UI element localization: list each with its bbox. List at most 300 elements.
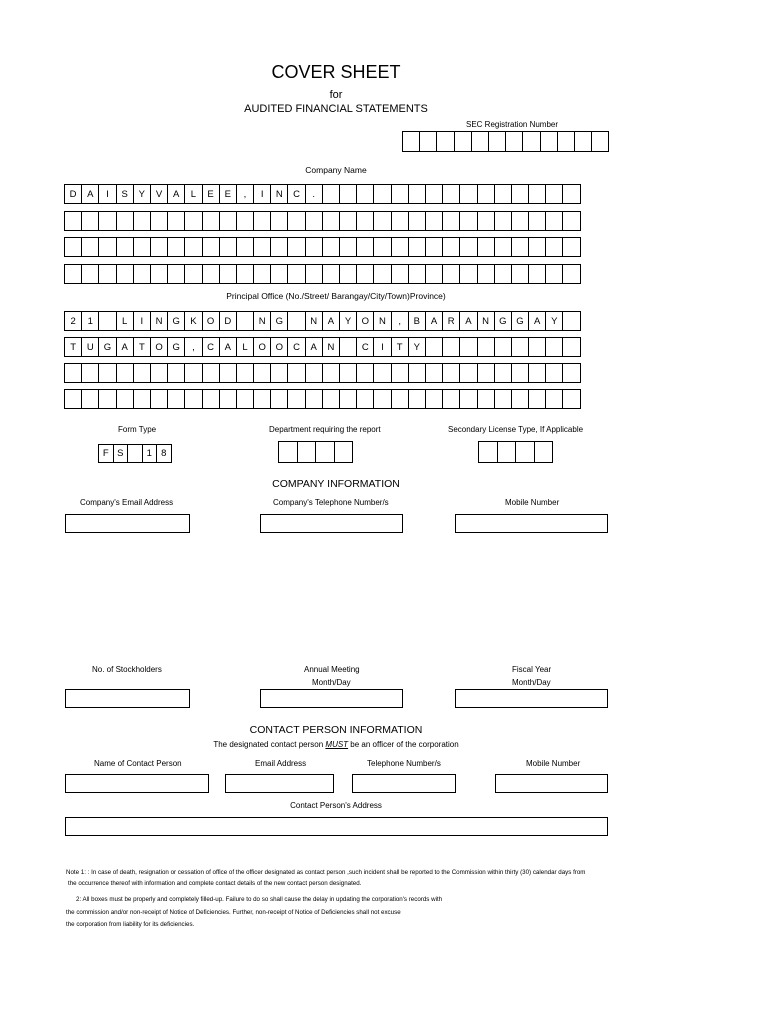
principal-office-cell[interactable] [167, 363, 185, 383]
for-label: for [329, 89, 343, 101]
principal-office-cell[interactable] [442, 337, 460, 357]
principal-office-cell[interactable]: L [236, 337, 254, 357]
principal-office-cell[interactable] [184, 363, 202, 383]
company-name-cell[interactable] [305, 211, 323, 231]
principal-office-cell[interactable] [356, 389, 374, 409]
secondary-license-grid [478, 441, 553, 463]
company-name-cell[interactable] [322, 184, 340, 204]
sec-registration-cell[interactable] [505, 131, 523, 152]
company-name-cell[interactable] [511, 237, 529, 257]
principal-office-cell[interactable] [81, 363, 99, 383]
page-title: COVER SHEET [271, 62, 401, 82]
company-name-cell[interactable] [356, 264, 374, 284]
company-name-cell[interactable] [511, 211, 529, 231]
principal-office-cell[interactable] [133, 363, 151, 383]
principal-office-cell[interactable]: I [373, 337, 391, 357]
sec-registration-cell[interactable] [419, 131, 437, 152]
company-name-cell[interactable] [494, 211, 512, 231]
company-name-cell[interactable] [459, 237, 477, 257]
company-name-cell[interactable] [133, 264, 151, 284]
form-type-cell[interactable]: 1 [142, 444, 158, 463]
company-name-cell[interactable] [425, 184, 443, 204]
company-name-cell[interactable] [150, 211, 168, 231]
company-name-cell[interactable]: N [270, 184, 288, 204]
principal-office-cell[interactable]: G [167, 337, 185, 357]
company-name-cell[interactable] [391, 184, 409, 204]
company-name-cell[interactable] [528, 237, 546, 257]
principal-office-cell[interactable]: T [64, 337, 82, 357]
company-name-cell[interactable] [184, 237, 202, 257]
principal-office-cell[interactable]: A [322, 311, 340, 331]
company-name-cell[interactable] [116, 237, 134, 257]
stockholders-field[interactable] [65, 689, 190, 708]
principal-office-cell[interactable]: T [133, 337, 151, 357]
principal-office-cell[interactable] [64, 363, 82, 383]
company-name-cell[interactable]: I [253, 184, 271, 204]
designation-must: MUST [325, 740, 349, 749]
principal-office-cell[interactable]: O [150, 337, 168, 357]
department-cell[interactable] [297, 441, 317, 463]
company-name-cell[interactable]: E [202, 184, 220, 204]
principal-office-cell[interactable]: I [133, 311, 151, 331]
principal-office-cell[interactable]: O [202, 311, 220, 331]
company-name-cell[interactable] [528, 264, 546, 284]
company-name-cell[interactable] [545, 184, 563, 204]
principal-office-cell[interactable] [408, 363, 426, 383]
company-name-cell[interactable] [562, 184, 580, 204]
company-name-cell[interactable]: , [236, 184, 254, 204]
principal-office-cell[interactable] [477, 363, 495, 383]
sec-registration-grid [402, 131, 609, 152]
department-cell[interactable] [278, 441, 298, 463]
company-name-cell[interactable] [408, 211, 426, 231]
principal-office-cell[interactable] [494, 337, 512, 357]
company-name-cell[interactable] [511, 184, 529, 204]
company-name-cell[interactable] [322, 211, 340, 231]
principal-office-cell[interactable] [459, 389, 477, 409]
company-telephone-field[interactable] [260, 514, 403, 533]
principal-office-cell[interactable] [305, 389, 323, 409]
principal-office-cell[interactable]: N [305, 311, 323, 331]
company-name-cell[interactable] [391, 211, 409, 231]
company-mobile-label: Mobile Number [505, 498, 560, 507]
principal-office-cell[interactable] [167, 389, 185, 409]
form-type-label: Form Type [118, 425, 157, 434]
sec-registration-cell[interactable] [402, 131, 420, 152]
principal-office-cell[interactable] [477, 389, 495, 409]
company-name-cell[interactable] [528, 184, 546, 204]
company-name-cell[interactable] [98, 211, 116, 231]
principal-office-cell[interactable] [528, 389, 546, 409]
principal-office-cell[interactable] [391, 389, 409, 409]
company-name-cell[interactable] [81, 211, 99, 231]
company-name-cell[interactable] [356, 184, 374, 204]
principal-office-cell[interactable] [511, 363, 529, 383]
principal-office-cell[interactable] [236, 311, 254, 331]
principal-office-cell[interactable]: D [219, 311, 237, 331]
principal-office-cell[interactable]: N [373, 311, 391, 331]
principal-office-cell[interactable]: O [356, 311, 374, 331]
principal-office-cell[interactable] [373, 363, 391, 383]
principal-office-cell[interactable]: A [528, 311, 546, 331]
principal-office-cell[interactable] [545, 363, 563, 383]
principal-office-cell[interactable]: G [494, 311, 512, 331]
principal-office-cell[interactable] [270, 363, 288, 383]
principal-office-cell[interactable]: C [356, 337, 374, 357]
principal-office-cell[interactable]: O [270, 337, 288, 357]
principal-office-cell[interactable]: B [408, 311, 426, 331]
company-name-cell[interactable] [322, 237, 340, 257]
company-name-label: Company Name [305, 165, 367, 175]
principal-office-cell[interactable] [373, 389, 391, 409]
company-name-cell[interactable] [253, 211, 271, 231]
contact-person-heading: CONTACT PERSON INFORMATION [249, 724, 423, 736]
company-name-cell[interactable] [442, 264, 460, 284]
company-name-cell[interactable] [253, 237, 271, 257]
company-email-label: Company's Email Address [80, 498, 174, 507]
company-name-cell[interactable] [236, 264, 254, 284]
company-name-cell[interactable] [81, 237, 99, 257]
company-name-cell[interactable] [167, 211, 185, 231]
principal-office-cell[interactable] [150, 363, 168, 383]
company-name-cell[interactable] [477, 211, 495, 231]
principal-office-cell[interactable]: G [270, 311, 288, 331]
principal-office-cell[interactable] [477, 337, 495, 357]
principal-office-cell[interactable] [562, 363, 580, 383]
principal-office-cell[interactable] [305, 363, 323, 383]
company-name-cell[interactable] [116, 264, 134, 284]
company-name-cell[interactable] [339, 237, 357, 257]
principal-office-cell[interactable]: N [150, 311, 168, 331]
company-name-cell[interactable] [116, 211, 134, 231]
contact-mobile-field[interactable] [495, 774, 608, 793]
fiscal-year-field[interactable] [455, 689, 608, 708]
company-name-cell[interactable] [236, 211, 254, 231]
company-name-cell[interactable]: L [184, 184, 202, 204]
principal-office-cell[interactable] [236, 363, 254, 383]
principal-office-row [64, 389, 581, 409]
company-name-cell[interactable] [494, 237, 512, 257]
principal-office-cell[interactable] [562, 389, 580, 409]
company-name-cell[interactable] [562, 237, 580, 257]
principal-office-cell[interactable]: Y [408, 337, 426, 357]
principal-office-cell[interactable] [98, 363, 116, 383]
fiscal-year-sub: Month/Day [512, 678, 551, 687]
principal-office-cell[interactable] [339, 337, 357, 357]
company-name-cell[interactable]: Y [133, 184, 151, 204]
contact-name-label: Name of Contact Person [94, 759, 182, 768]
company-name-cell[interactable]: I [98, 184, 116, 204]
company-name-cell[interactable] [202, 264, 220, 284]
sec-registration-cell[interactable] [454, 131, 472, 152]
principal-office-cell[interactable] [442, 363, 460, 383]
form-type-cell[interactable] [127, 444, 143, 463]
company-name-cell[interactable] [253, 264, 271, 284]
principal-office-cell[interactable] [511, 389, 529, 409]
principal-office-cell[interactable] [287, 311, 305, 331]
principal-office-cell[interactable] [442, 389, 460, 409]
company-name-cell[interactable] [373, 211, 391, 231]
company-name-cell[interactable] [425, 237, 443, 257]
principal-office-cell[interactable]: N [322, 337, 340, 357]
principal-office-cell[interactable] [184, 389, 202, 409]
principal-office-cell[interactable] [562, 311, 580, 331]
company-name-cell[interactable] [373, 237, 391, 257]
principal-office-cell[interactable] [459, 337, 477, 357]
company-name-cell[interactable] [545, 237, 563, 257]
principal-office-cell[interactable] [253, 389, 271, 409]
sec-registration-cell[interactable] [488, 131, 506, 152]
sec-registration-cell[interactable] [574, 131, 592, 152]
principal-office-cell[interactable]: O [253, 337, 271, 357]
company-name-cell[interactable] [167, 237, 185, 257]
company-name-cell[interactable] [98, 237, 116, 257]
principal-office-cell[interactable] [339, 389, 357, 409]
company-name-cell[interactable] [287, 211, 305, 231]
principal-office-cell[interactable] [202, 389, 220, 409]
company-name-cell[interactable] [287, 237, 305, 257]
principal-office-cell[interactable] [391, 363, 409, 383]
principal-office-cell[interactable]: Y [545, 311, 563, 331]
principal-office-cell[interactable] [116, 363, 134, 383]
principal-office-cell[interactable]: G [98, 337, 116, 357]
principal-office-cell[interactable]: 2 [64, 311, 82, 331]
principal-office-cell[interactable] [322, 389, 340, 409]
principal-office-cell[interactable] [98, 389, 116, 409]
principal-office-cell[interactable] [425, 337, 443, 357]
secondary-license-cell[interactable] [478, 441, 498, 463]
company-name-cell[interactable] [202, 237, 220, 257]
company-name-row [64, 237, 581, 257]
designation-suffix: be an officer of the corporation [348, 740, 459, 749]
contact-address-field[interactable] [65, 817, 608, 836]
company-name-cell[interactable] [494, 184, 512, 204]
sec-registration-cell[interactable] [471, 131, 489, 152]
company-name-cell[interactable] [391, 264, 409, 284]
company-name-cell[interactable] [545, 264, 563, 284]
contact-telephone-label: Telephone Number/s [367, 759, 441, 768]
company-name-cell[interactable] [477, 237, 495, 257]
company-name-cell[interactable] [270, 211, 288, 231]
form-type-cell[interactable]: 8 [156, 444, 172, 463]
sec-registration-cell[interactable] [540, 131, 558, 152]
principal-office-cell[interactable]: C [202, 337, 220, 357]
principal-office-cell[interactable]: L [116, 311, 134, 331]
company-name-cell[interactable] [98, 264, 116, 284]
company-name-cell[interactable] [408, 264, 426, 284]
company-name-cell[interactable] [287, 264, 305, 284]
company-name-cell[interactable] [356, 237, 374, 257]
principal-office-cell[interactable] [356, 363, 374, 383]
principal-office-cell[interactable] [133, 389, 151, 409]
principal-office-cell[interactable] [202, 363, 220, 383]
sec-registration-cell[interactable] [522, 131, 540, 152]
company-name-cell[interactable] [511, 264, 529, 284]
company-name-cell[interactable] [167, 264, 185, 284]
principal-office-cell[interactable] [425, 389, 443, 409]
principal-office-cell[interactable] [270, 389, 288, 409]
principal-office-cell[interactable]: R [442, 311, 460, 331]
principal-office-cell[interactable] [459, 363, 477, 383]
company-name-cell[interactable] [442, 237, 460, 257]
department-cell[interactable] [315, 441, 335, 463]
company-name-cell[interactable] [339, 264, 357, 284]
company-name-cell[interactable] [150, 264, 168, 284]
company-mobile-field[interactable] [455, 514, 608, 533]
principal-office-cell[interactable]: A [305, 337, 323, 357]
contact-designation-note [0, 740, 672, 749]
company-name-cell[interactable] [219, 237, 237, 257]
company-name-cell[interactable] [545, 211, 563, 231]
principal-office-cell[interactable] [408, 389, 426, 409]
principal-office-cell[interactable]: N [253, 311, 271, 331]
company-name-cell[interactable] [202, 211, 220, 231]
company-name-cell[interactable] [373, 184, 391, 204]
company-name-cell[interactable] [425, 264, 443, 284]
principal-office-cell[interactable]: C [287, 337, 305, 357]
principal-office-cell[interactable] [81, 389, 99, 409]
department-cell[interactable] [334, 441, 354, 463]
company-name-cell[interactable] [270, 237, 288, 257]
company-name-cell[interactable]: C [287, 184, 305, 204]
principal-office-cell[interactable]: N [477, 311, 495, 331]
contact-name-field[interactable] [65, 774, 209, 793]
company-name-cell[interactable]: A [81, 184, 99, 204]
company-name-cell[interactable] [373, 264, 391, 284]
principal-office-cell[interactable] [150, 389, 168, 409]
principal-office-cell[interactable]: A [116, 337, 134, 357]
company-name-cell[interactable]: D [64, 184, 82, 204]
principal-office-cell[interactable]: T [391, 337, 409, 357]
principal-office-cell[interactable]: K [184, 311, 202, 331]
company-name-cell[interactable] [459, 211, 477, 231]
sec-registration-label: SEC Registration Number [466, 120, 559, 129]
company-name-cell[interactable] [133, 211, 151, 231]
principal-office-cell[interactable] [219, 389, 237, 409]
form-type-cell[interactable]: S [113, 444, 129, 463]
sec-registration-cell[interactable] [591, 131, 609, 152]
principal-office-cell[interactable] [287, 363, 305, 383]
secondary-license-cell[interactable] [534, 441, 554, 463]
company-name-cell[interactable] [459, 184, 477, 204]
company-name-cell[interactable] [81, 264, 99, 284]
designation-prefix: The designated contact person [213, 740, 326, 749]
company-name-cell[interactable] [442, 184, 460, 204]
principal-office-cell[interactable] [253, 363, 271, 383]
principal-office-cell[interactable] [339, 363, 357, 383]
principal-office-row [64, 311, 581, 331]
company-name-cell[interactable] [494, 264, 512, 284]
company-name-cell[interactable] [562, 211, 580, 231]
company-name-cell[interactable] [219, 211, 237, 231]
principal-office-cell[interactable] [494, 389, 512, 409]
company-name-cell[interactable] [562, 264, 580, 284]
company-name-cell[interactable] [339, 211, 357, 231]
company-name-cell[interactable] [270, 264, 288, 284]
company-name-cell[interactable] [184, 264, 202, 284]
company-name-cell[interactable] [305, 237, 323, 257]
principal-office-cell[interactable]: , [391, 311, 409, 331]
company-name-cell[interactable] [425, 211, 443, 231]
principal-office-cell[interactable]: A [425, 311, 443, 331]
principal-office-cell[interactable] [425, 363, 443, 383]
sec-registration-cell[interactable] [436, 131, 454, 152]
company-name-cell[interactable]: V [150, 184, 168, 204]
stockholders-label: No. of Stockholders [92, 665, 162, 674]
principal-office-cell[interactable] [511, 337, 529, 357]
company-name-cell[interactable] [64, 264, 82, 284]
principal-office-cell[interactable] [494, 363, 512, 383]
company-name-cell[interactable] [339, 184, 357, 204]
company-name-cell[interactable] [64, 237, 82, 257]
company-name-cell[interactable] [528, 211, 546, 231]
principal-office-cell[interactable] [562, 337, 580, 357]
company-name-cell[interactable] [133, 237, 151, 257]
annual-meeting-field[interactable] [260, 689, 403, 708]
principal-office-cell[interactable]: G [511, 311, 529, 331]
company-name-cell[interactable] [356, 211, 374, 231]
company-name-cell[interactable]: . [305, 184, 323, 204]
company-name-cell[interactable] [408, 184, 426, 204]
contact-email-label: Email Address [255, 759, 307, 768]
principal-office-cell[interactable] [116, 389, 134, 409]
principal-office-cell[interactable]: 1 [81, 311, 99, 331]
principal-office-cell[interactable] [528, 363, 546, 383]
principal-office-cell[interactable] [528, 337, 546, 357]
principal-office-cell[interactable]: , [184, 337, 202, 357]
secondary-license-cell[interactable] [497, 441, 517, 463]
company-name-cell[interactable] [459, 264, 477, 284]
company-name-cell[interactable]: E [219, 184, 237, 204]
company-name-cell[interactable] [408, 237, 426, 257]
company-name-cell[interactable] [219, 264, 237, 284]
contact-email-field[interactable] [225, 774, 334, 793]
principal-office-cell[interactable] [64, 389, 82, 409]
principal-office-cell[interactable] [287, 389, 305, 409]
note-2-line-1: 2: All boxes must be properly and completely filled-up. Failure to do so shall cause the delay in updating the corporation's records with [76, 896, 443, 903]
principal-office-cell[interactable]: A [459, 311, 477, 331]
company-name-cell[interactable] [64, 211, 82, 231]
company-name-cell[interactable] [322, 264, 340, 284]
company-name-cell[interactable] [442, 211, 460, 231]
principal-office-cell[interactable]: G [167, 311, 185, 331]
fiscal-year-label: Fiscal Year [512, 665, 552, 674]
company-name-cell[interactable] [305, 264, 323, 284]
company-name-cell[interactable] [236, 237, 254, 257]
principal-office-cell[interactable] [236, 389, 254, 409]
principal-office-cell[interactable]: A [219, 337, 237, 357]
form-type-cell[interactable]: F [98, 444, 114, 463]
principal-office-cell[interactable]: Y [339, 311, 357, 331]
company-name-cell[interactable] [184, 211, 202, 231]
principal-office-cell[interactable] [545, 389, 563, 409]
company-name-cell[interactable] [391, 237, 409, 257]
company-name-cell[interactable]: S [116, 184, 134, 204]
principal-office-cell[interactable] [219, 363, 237, 383]
contact-telephone-field[interactable] [352, 774, 456, 793]
secondary-license-cell[interactable] [515, 441, 535, 463]
principal-office-cell[interactable] [322, 363, 340, 383]
principal-office-cell[interactable]: U [81, 337, 99, 357]
company-name-cell[interactable] [150, 237, 168, 257]
company-name-cell[interactable] [477, 184, 495, 204]
company-email-field[interactable] [65, 514, 190, 533]
company-name-cell[interactable] [477, 264, 495, 284]
company-name-cell[interactable]: A [167, 184, 185, 204]
sec-registration-cell[interactable] [557, 131, 575, 152]
principal-office-cell[interactable] [545, 337, 563, 357]
principal-office-cell[interactable] [98, 311, 116, 331]
